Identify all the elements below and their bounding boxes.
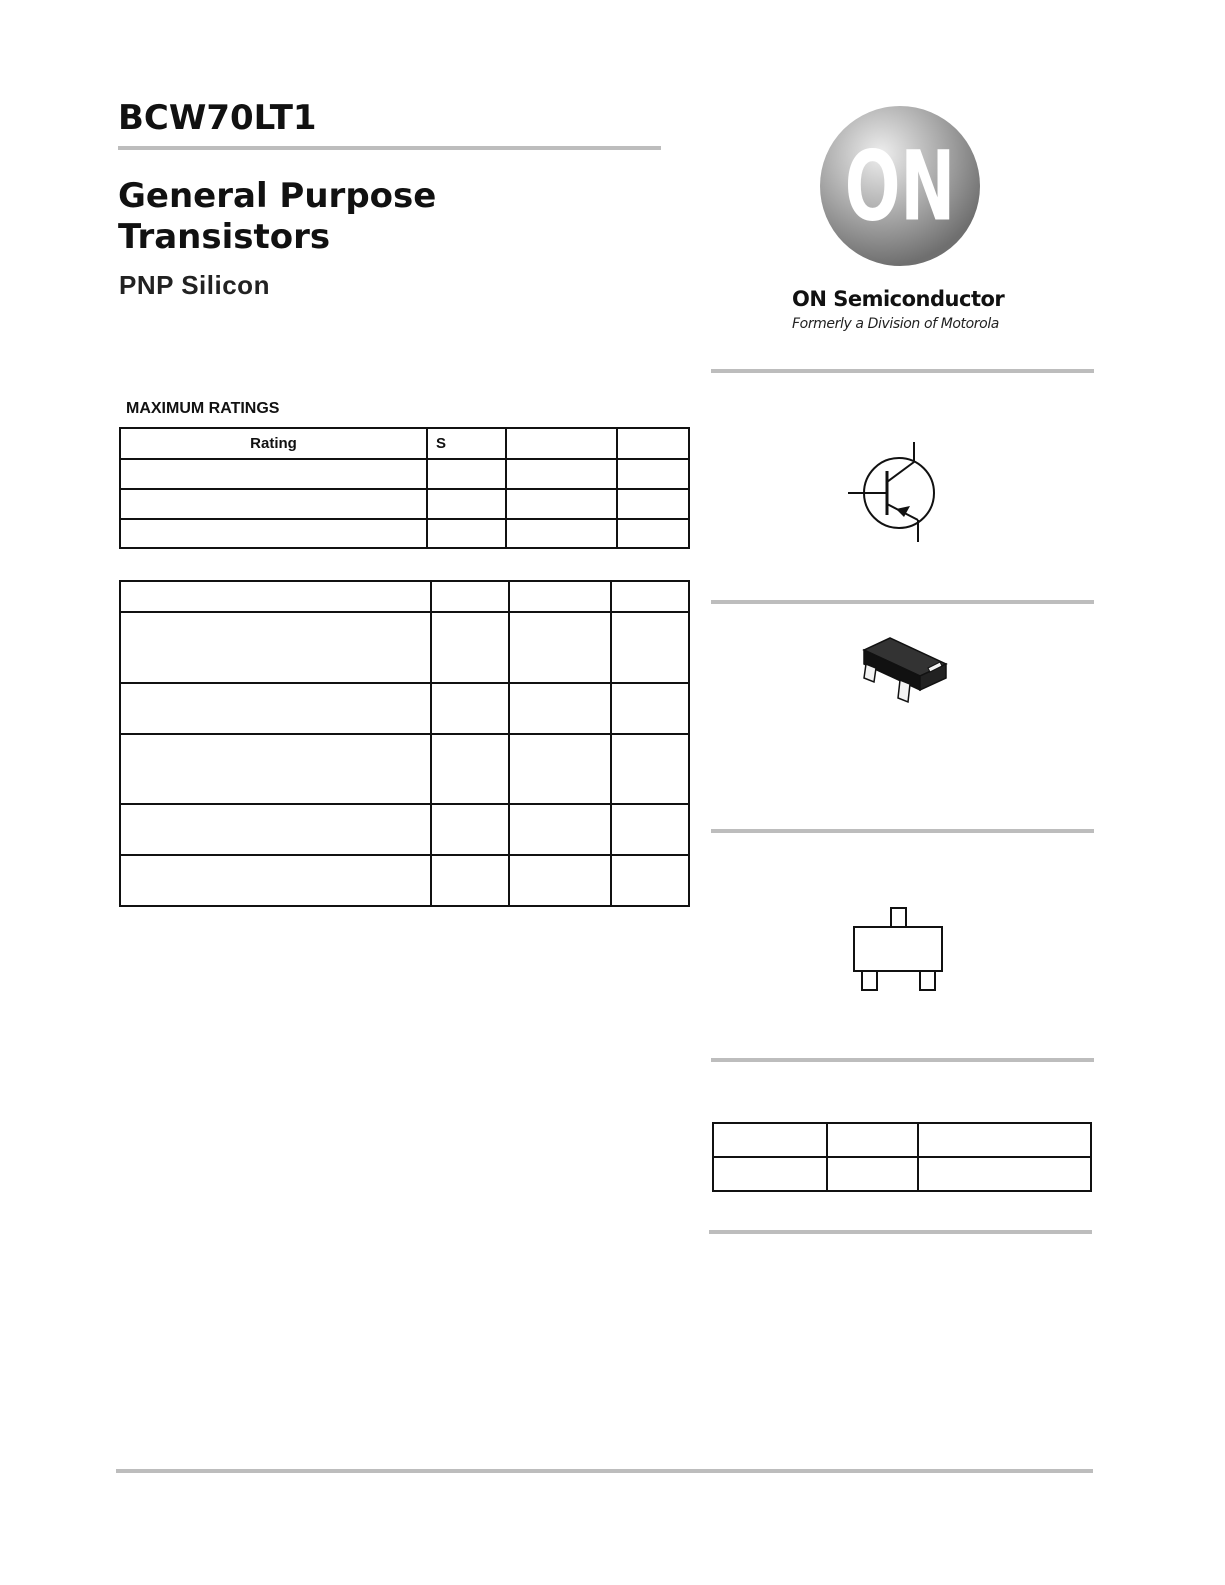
table-cell [506,489,617,519]
ordering-info-table [712,1122,1092,1192]
table-cell [431,683,509,734]
table-cell [509,734,611,804]
sot23-package-icon [852,630,952,714]
table-cell [427,489,506,519]
right-divider-1 [711,369,1094,373]
max-ratings-label: MAXIMUM RATINGS [126,400,280,417]
table-row [120,855,689,906]
table-cell [506,519,617,548]
logo-letters: ON [844,130,956,244]
table-cell [431,612,509,683]
table-cell [617,489,689,519]
table-cell [713,1157,827,1191]
table-cell [506,459,617,489]
table-cell [120,855,431,906]
title-line-1: General Purpose [118,176,437,216]
brand-name: ON Semiconductor [792,287,1005,311]
table-cell [427,459,506,489]
table-cell [617,519,689,548]
table-cell [120,519,427,548]
table-cell [617,459,689,489]
table-cell [120,683,431,734]
table-cell [509,855,611,906]
table-cell [431,734,509,804]
table-row [120,734,689,804]
table-header-row [713,1123,1091,1157]
brand-tagline: Formerly a Division of Motorola [792,316,999,332]
table-cell [427,519,506,548]
column-header-value [506,428,617,459]
thermal-characteristics-table [119,580,690,907]
table-row [120,683,689,734]
table-cell [509,581,611,612]
right-divider-5 [709,1230,1092,1234]
table-cell [611,612,689,683]
table-cell [611,855,689,906]
page-subtitle: PNP Silicon [119,270,270,300]
footer-divider [116,1469,1093,1473]
right-divider-4 [711,1058,1094,1062]
table-cell [509,612,611,683]
page-title [118,176,436,258]
table-header-row [120,581,689,612]
table-cell [120,734,431,804]
column-header-symbol: S [427,428,506,459]
table-cell [713,1123,827,1157]
table-cell [120,804,431,855]
table-cell [431,581,509,612]
title-line-2: Transistors [118,217,331,257]
table-cell [120,489,427,519]
table-cell [509,683,611,734]
right-divider-2 [711,600,1094,604]
table-cell [918,1123,1091,1157]
part-number: BCW70LT1 [118,98,317,138]
table-cell [611,734,689,804]
table-row [120,489,689,519]
table-row [120,612,689,683]
table-row [713,1157,1091,1191]
on-logo-icon [780,100,1020,300]
package-pinout-icon [850,904,950,996]
table-cell [120,581,431,612]
table-cell [120,612,431,683]
table-cell [611,581,689,612]
table-cell [611,804,689,855]
table-cell [120,459,427,489]
table-row [120,459,689,489]
table-cell [827,1123,918,1157]
table-row [120,804,689,855]
table-row [120,519,689,548]
table-cell [431,804,509,855]
right-divider-3 [711,829,1094,833]
table-cell [509,804,611,855]
max-ratings-table [119,427,690,549]
table-cell [918,1157,1091,1191]
title-divider [118,146,661,150]
pnp-transistor-symbol-icon [840,436,950,548]
table-header-row [120,428,689,459]
column-header-unit [617,428,689,459]
column-header-rating: Rating [120,428,427,459]
table-cell [611,683,689,734]
table-cell [431,855,509,906]
table-cell [827,1157,918,1191]
